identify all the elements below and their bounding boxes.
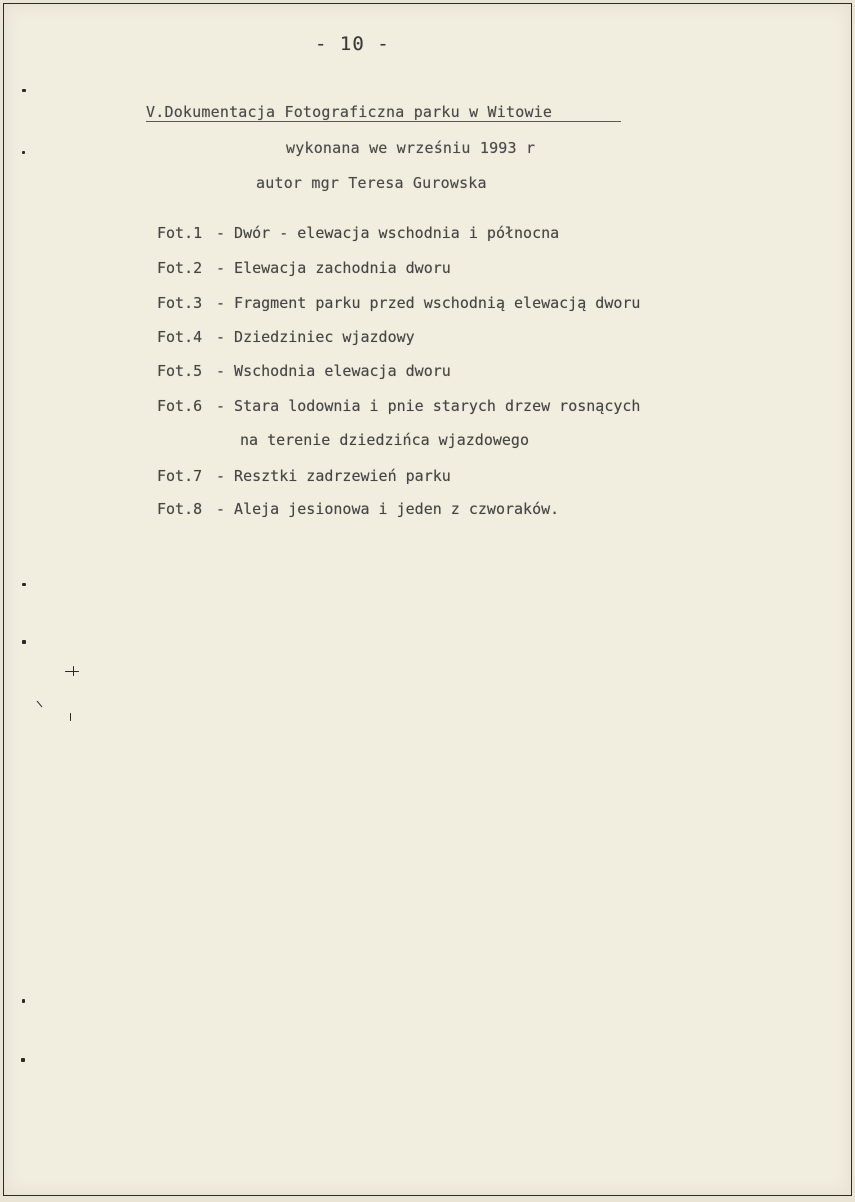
photo-label: Fot.5 (157, 362, 203, 380)
scan-speck (22, 999, 25, 1003)
photo-label: Fot.1 (157, 224, 203, 242)
scan-speck (65, 671, 79, 672)
subtitle-line: wykonana we wrześniu 1993 r (286, 139, 536, 157)
photo-label: Fot.4 (157, 328, 203, 346)
photo-description: - Elewacja zachodnia dworu (216, 259, 451, 277)
page-number: - 10 - (315, 33, 390, 55)
photo-label: Fot.2 (157, 259, 203, 277)
scan-speck (37, 701, 43, 708)
scan-speck (70, 713, 71, 721)
photo-description: - Resztki zadrzewień parku (216, 467, 451, 485)
heading-underline (146, 121, 621, 122)
document-page (3, 3, 852, 1196)
scan-speck (22, 583, 26, 586)
photo-description-continuation: na terenie dziedzińca wjazdowego (240, 431, 529, 449)
photo-description: - Wschodnia elewacja dworu (216, 362, 451, 380)
section-heading: V.Dokumentacja Fotograficzna parku w Witowie (146, 103, 553, 121)
photo-description: - Dziedziniec wjazdowy (216, 328, 415, 346)
photo-description: - Dwór - elewacja wschodnia i północna (216, 224, 560, 242)
author-line: autor mgr Teresa Gurowska (256, 174, 487, 192)
photo-label: Fot.8 (157, 500, 203, 518)
photo-label: Fot.6 (157, 397, 203, 415)
photo-description: - Stara lodownia i pnie starych drzew rosnących (216, 397, 641, 415)
photo-label: Fot.3 (157, 294, 203, 312)
photo-label: Fot.7 (157, 467, 203, 485)
photo-description: - Aleja jesionowa i jeden z czworaków. (216, 500, 560, 518)
scan-speck (21, 1058, 25, 1062)
scan-speck (22, 640, 26, 644)
scan-speck (22, 151, 25, 154)
photo-description: - Fragment parku przed wschodnią elewacją dworu (216, 294, 641, 312)
scan-speck (22, 89, 26, 92)
scan-speck (73, 666, 74, 676)
